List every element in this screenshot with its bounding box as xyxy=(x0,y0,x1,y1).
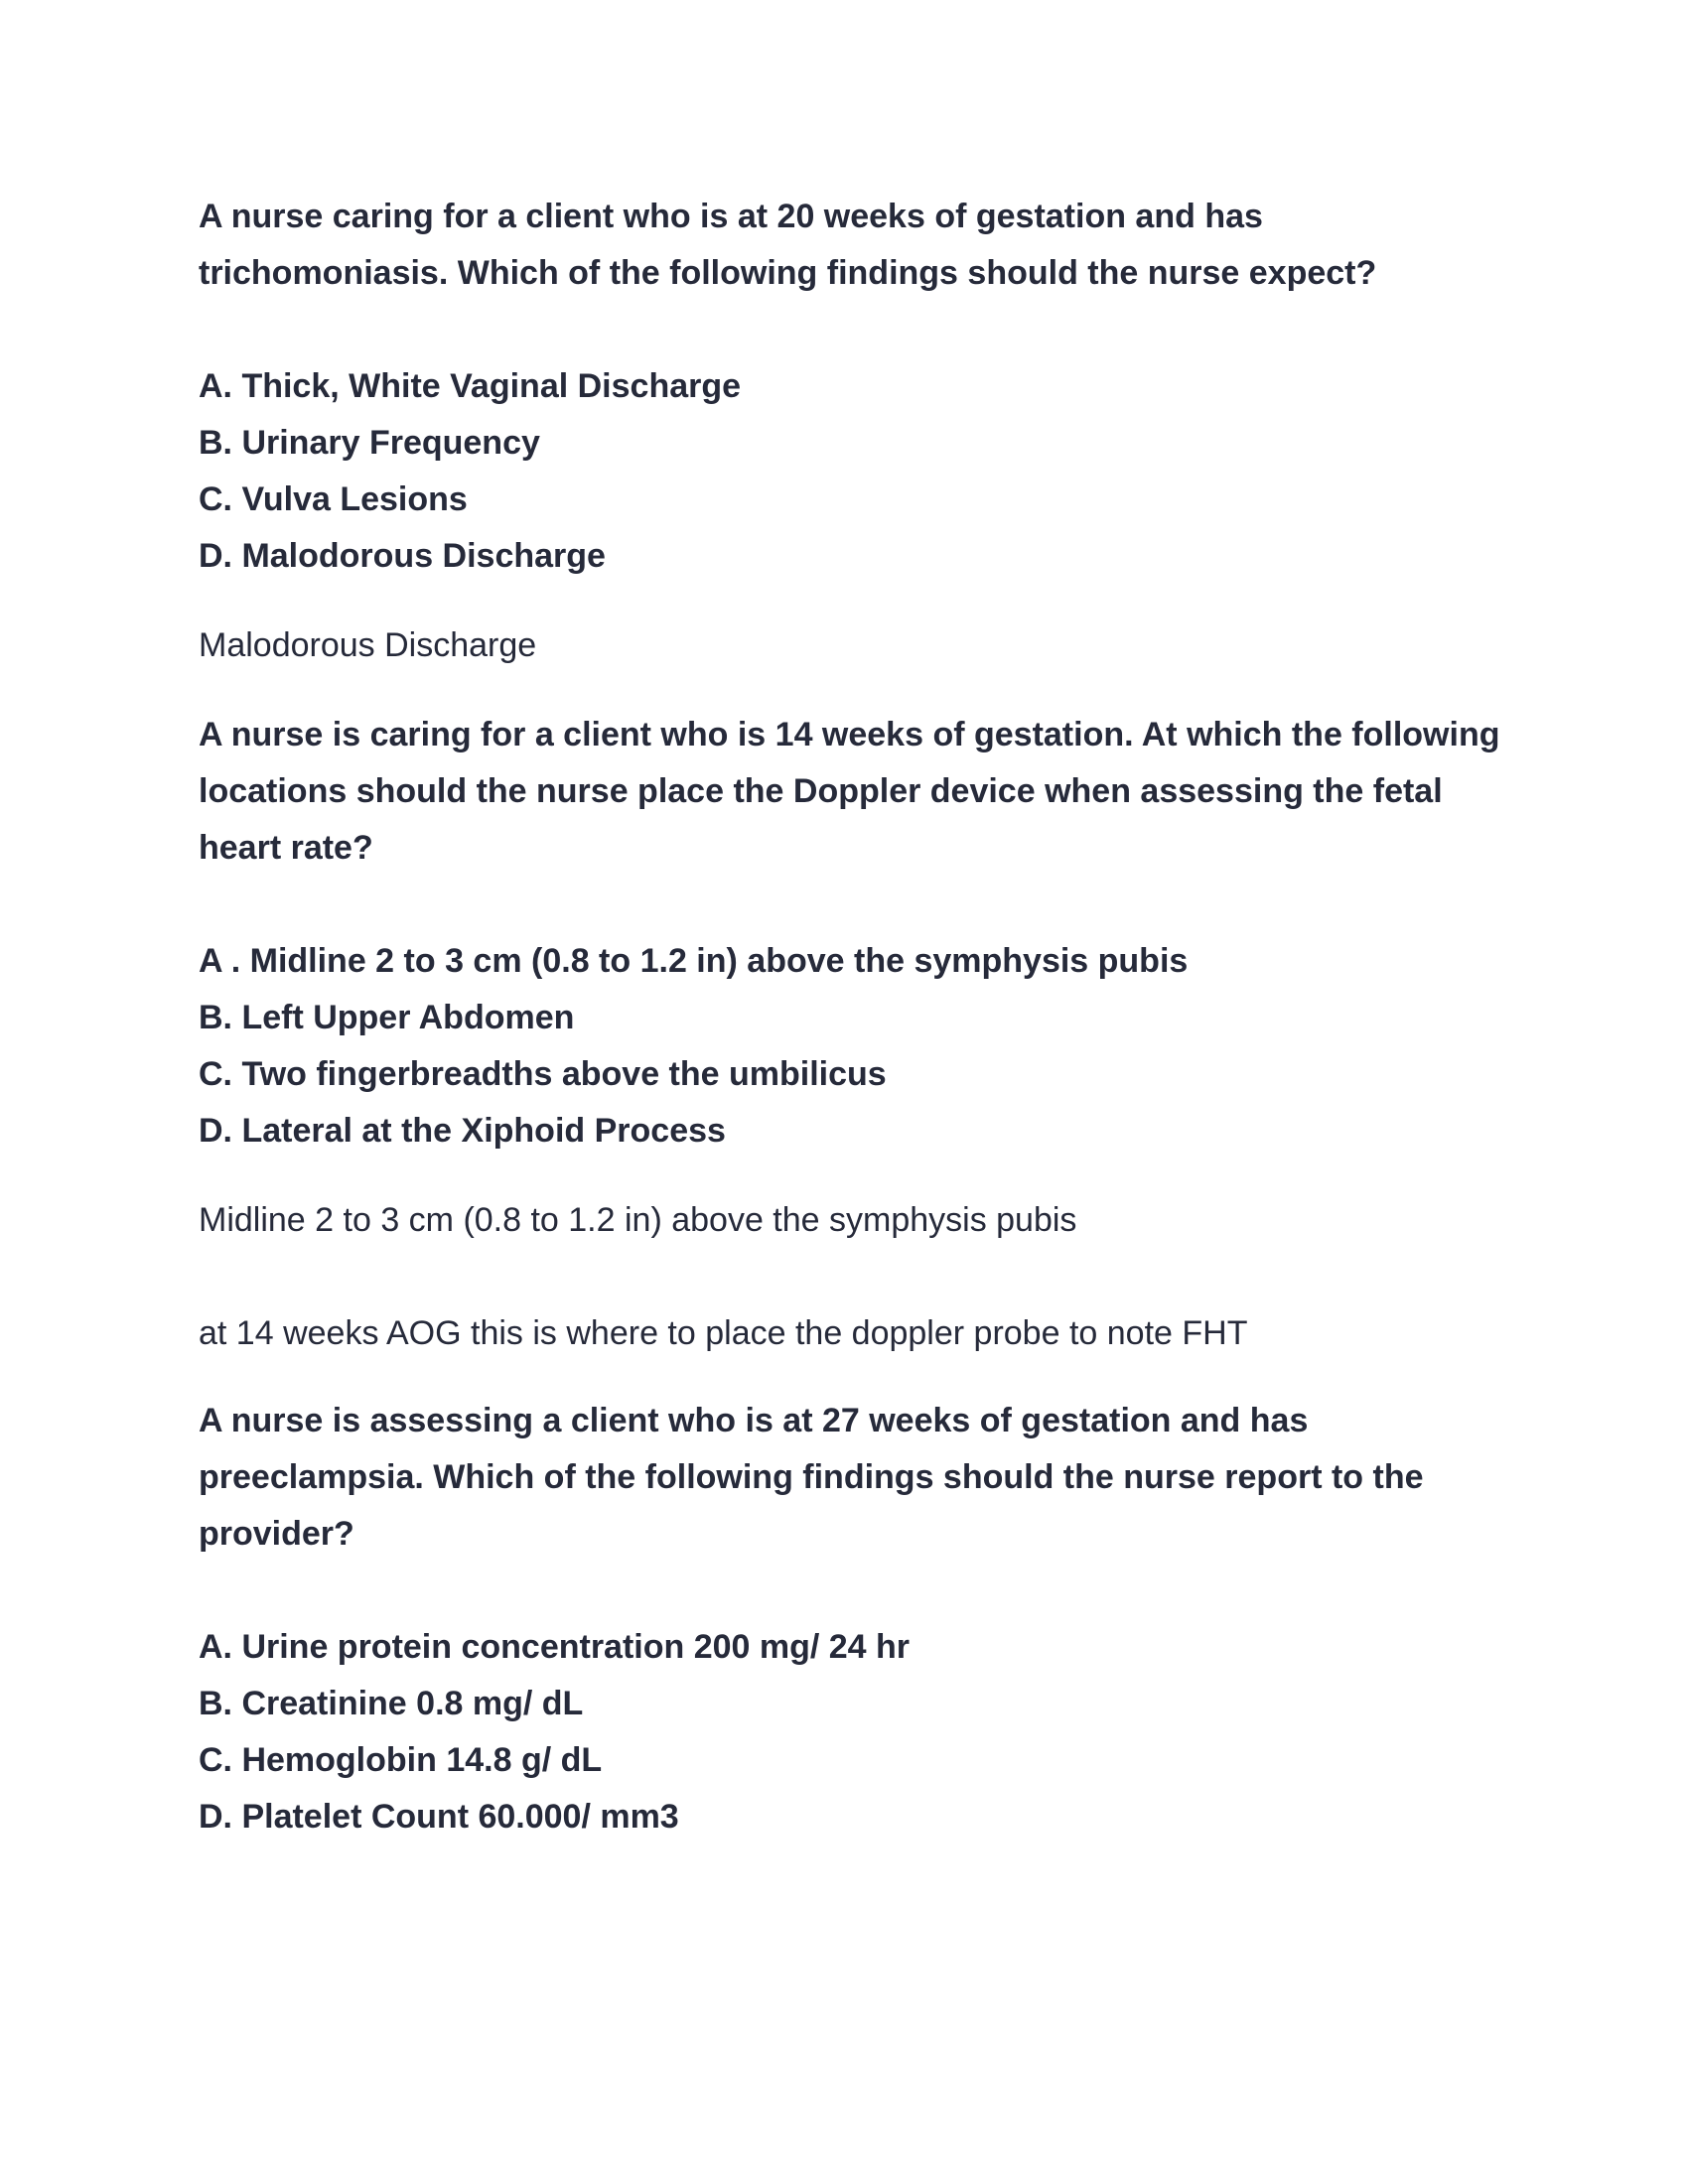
question-1-option-d: D. Malodorous Discharge xyxy=(199,537,606,575)
question-2-answer: Midline 2 to 3 cm (0.8 to 1.2 in) above the symphysis pubis xyxy=(199,1201,1077,1239)
question-1-stem-line-2: trichomoniasis. Which of the following findings should the nurse expect? xyxy=(199,254,1377,292)
question-3-stem-line-2: preeclampsia. Which of the following findings should the nurse report to the xyxy=(199,1458,1424,1496)
question-3-option-a: A. Urine protein concentration 200 mg/ 24 hr xyxy=(199,1628,911,1666)
question-2-option-b: B. Left Upper Abdomen xyxy=(199,999,575,1036)
question-1-stem-line-1: A nurse caring for a client who is at 20 weeks of gestation and has xyxy=(199,198,1263,235)
question-3-option-d: D. Platelet Count 60.000/ mm3 xyxy=(199,1798,679,1836)
question-2-stem-line-2: locations should the nurse place the Doppler device when assessing the fetal xyxy=(199,772,1443,810)
question-1-answer: Malodorous Discharge xyxy=(199,626,537,664)
question-2-option-a: A . Midline 2 to 3 cm (0.8 to 1.2 in) above the symphysis pubis xyxy=(199,942,1189,980)
question-2-option-d: D. Lateral at the Xiphoid Process xyxy=(199,1112,726,1150)
question-1-option-c: C. Vulva Lesions xyxy=(199,480,468,518)
question-2-stem-line-3: heart rate? xyxy=(199,829,373,867)
question-3-option-b: B. Creatinine 0.8 mg/ dL xyxy=(199,1685,584,1722)
question-2-stem-line-1: A nurse is caring for a client who is 14 weeks of gestation. At which the following xyxy=(199,716,1500,753)
question-2-rationale: at 14 weeks AOG this is where to place the doppler probe to note FHT xyxy=(199,1314,1248,1352)
question-2-option-c: C. Two fingerbreadths above the umbilicus xyxy=(199,1055,887,1093)
question-3-stem-line-3: provider? xyxy=(199,1515,354,1553)
question-3-stem-line-1: A nurse is assessing a client who is at 27 weeks of gestation and has xyxy=(199,1402,1309,1439)
question-3-option-c: C. Hemoglobin 14.8 g/ dL xyxy=(199,1741,603,1779)
question-1-option-a: A. Thick, White Vaginal Discharge xyxy=(199,367,742,405)
question-1-option-b: B. Urinary Frequency xyxy=(199,424,540,462)
